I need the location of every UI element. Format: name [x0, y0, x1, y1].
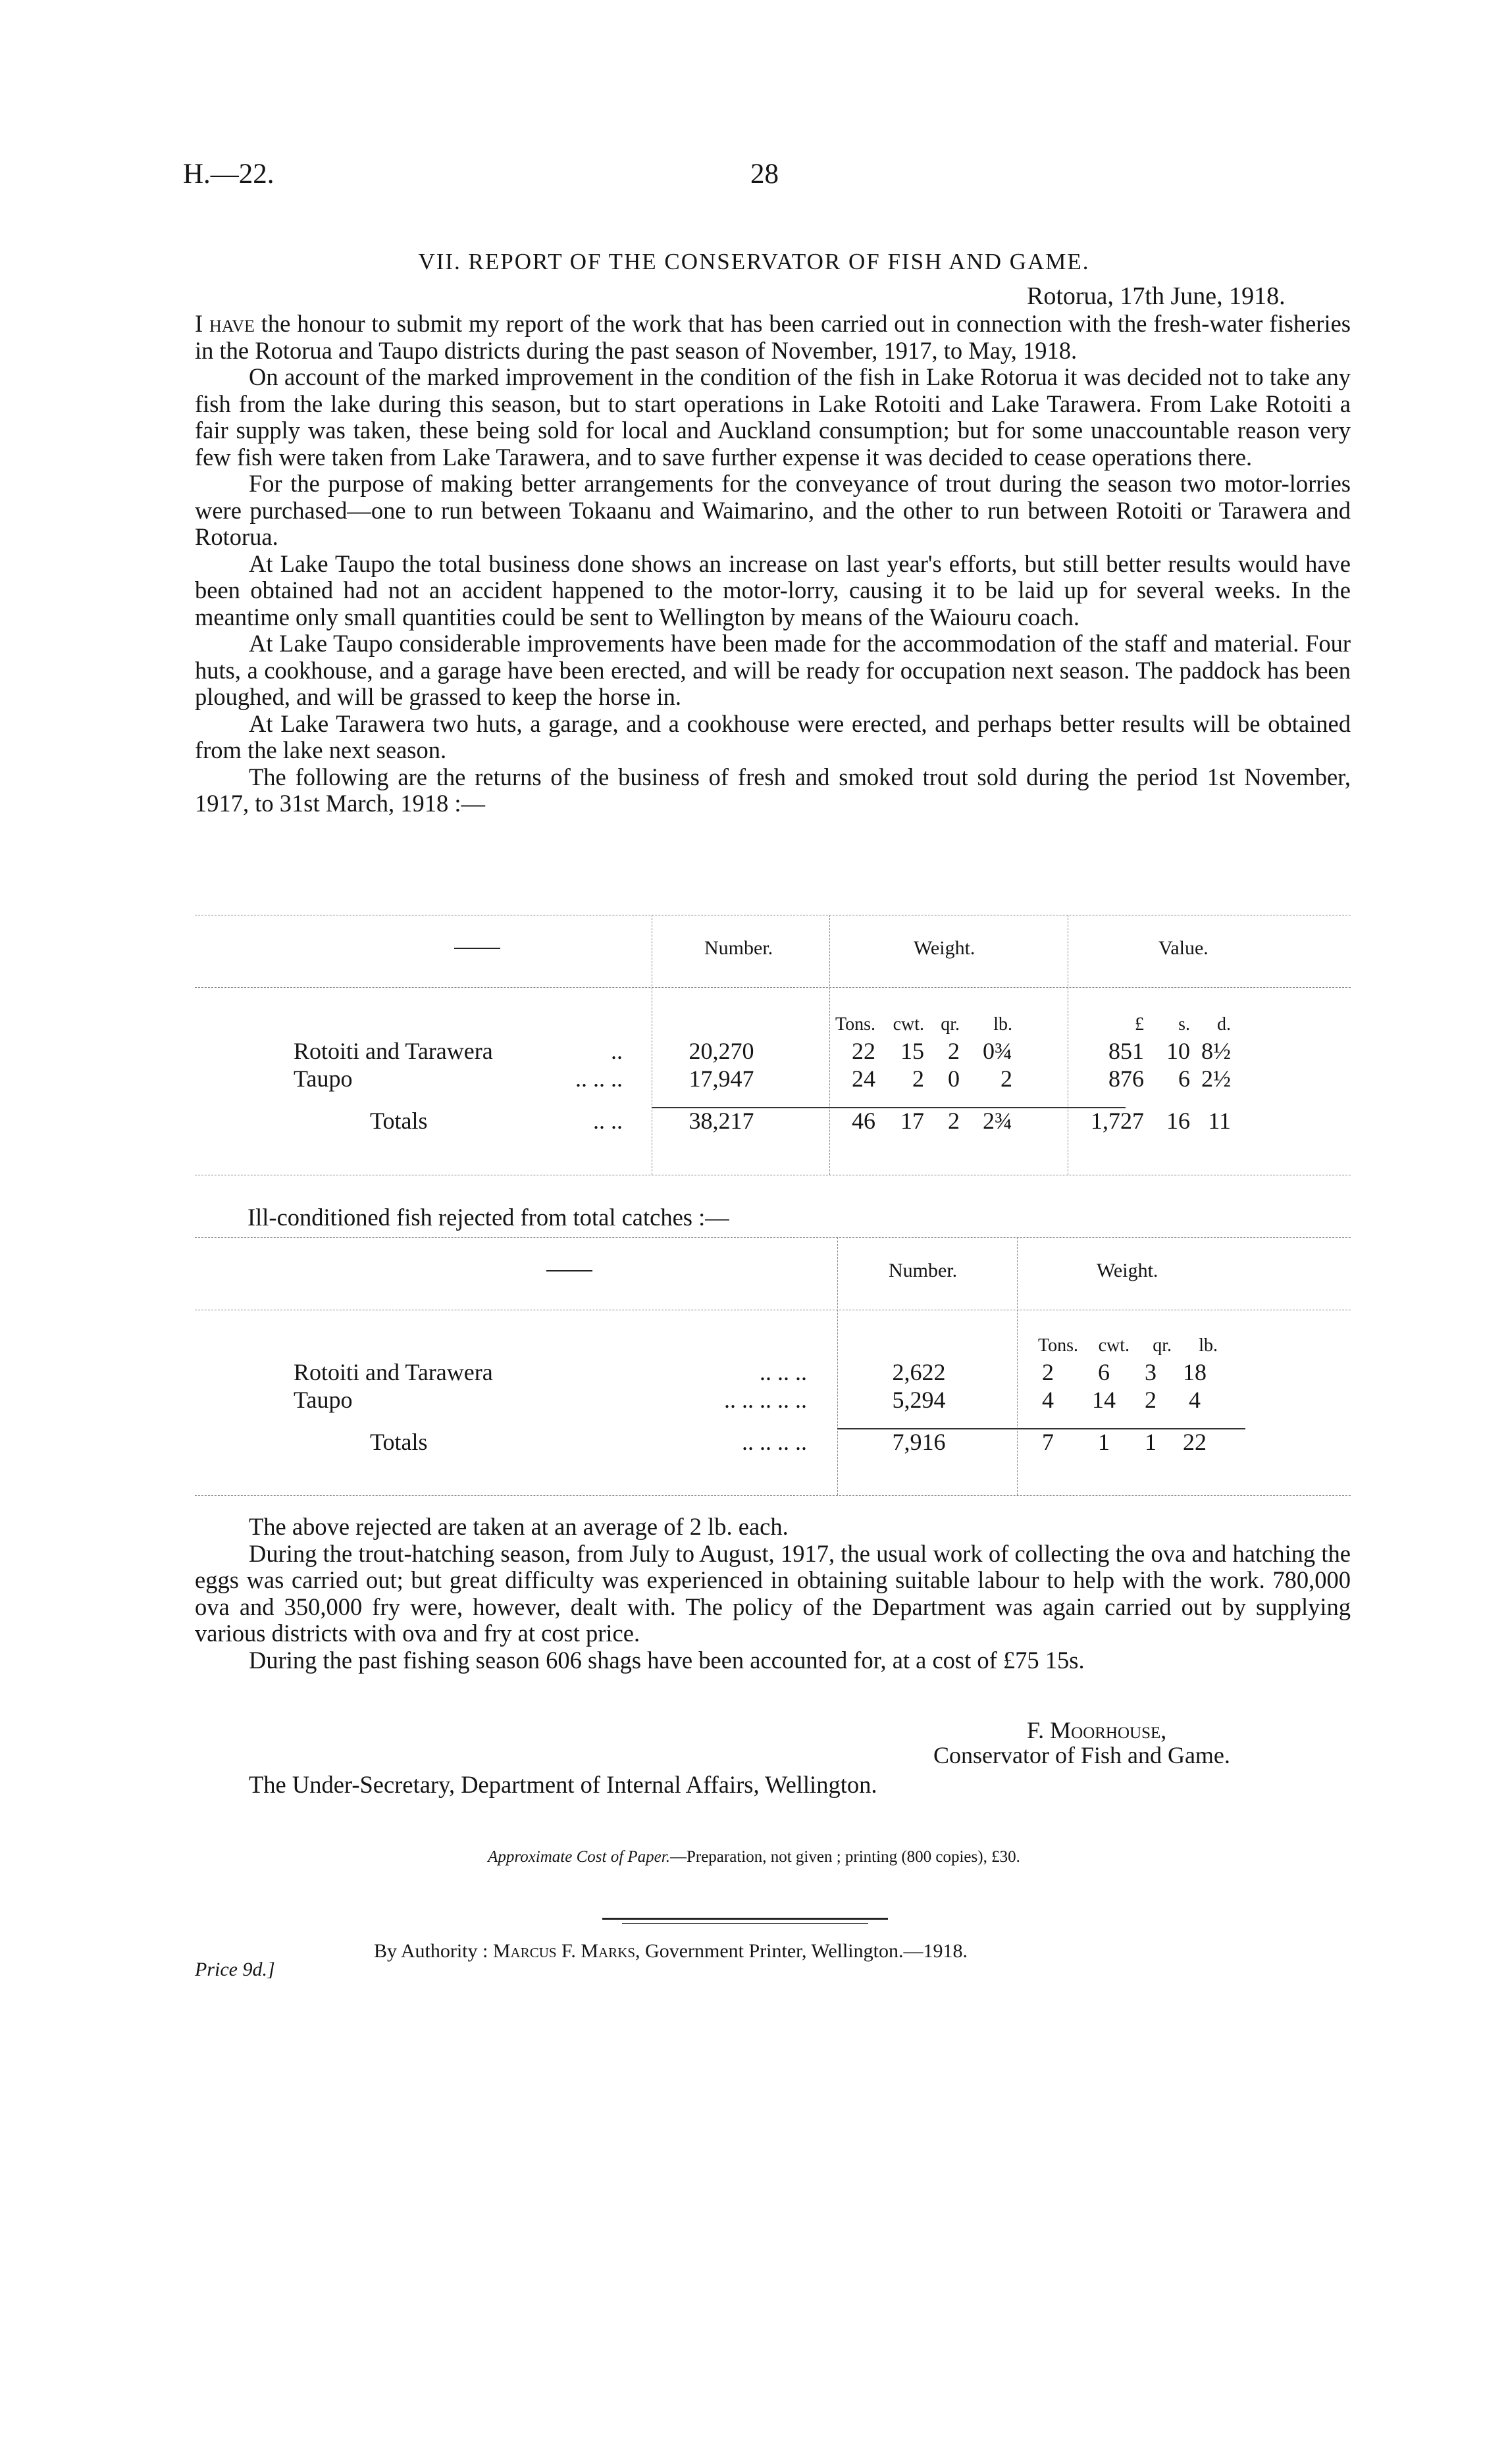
paragraph: For the purpose of making better arrangements for the conveyance of trout during the season two motor-lorries were purchased—one to run between Tokaanu and Waimarino, and the other to run between Rotoiti or Tarawera and Rotorua. [195, 470, 1351, 550]
row-leader: .. .. .. [760, 1359, 807, 1385]
cell-shillings: 10 [1166, 1038, 1190, 1064]
unit-qr: qr. [1153, 1335, 1172, 1356]
total-number: 38,217 [689, 1108, 754, 1134]
dateline: Rotorua, 17th June, 1918. [1027, 282, 1286, 310]
unit-tons: Tons. [1037, 1335, 1078, 1356]
footer-rule [602, 1918, 888, 1920]
cell-cwt: 2 [912, 1065, 924, 1092]
unit-shillings: s. [1178, 1014, 1190, 1035]
unit-pounds: £ [1135, 1014, 1144, 1035]
units-row [294, 1333, 1218, 1358]
paragraph: The following are the returns of the business of fresh and smoked trout sold during the period 1st November, 1917, to 31st March, 1918 :— [195, 763, 1351, 817]
returns-table-body [294, 1012, 1231, 1149]
paragraph: At Lake Taupo the total business done shows an increase on last year's efforts, but still better results would have been obtained had not an accident happened to the motor-lorry, causing it to be laid up for several weeks. In the meantime only small quantities could be sent to Wellington by means of the Waiouru coach. [195, 550, 1351, 630]
cell-tons: 22 [852, 1038, 875, 1064]
paragraph: On account of the marked improvement in the condition of the fish in Lake Rotorua it was decided not to take any fish from the lake during this season, but to start operations in Lake Rotoiti and Lake Tarawera. From Lake Rotoiti a fair supply was taken, these being sold for local and Auckland consumption; but for some unaccountable reason very few fish were taken from Lake Tarawera, and to save further expense it was decided to cease operations there. [195, 363, 1351, 471]
totals-label: Totals [370, 1108, 428, 1134]
column-header-weight: Weight. [914, 937, 975, 959]
rejected-table-body [294, 1333, 1218, 1470]
cell-cwt: 15 [900, 1038, 924, 1064]
paragraph-intro [195, 311, 1351, 364]
report-body [195, 311, 1351, 817]
cost-text: —Preparation, not given ; printing (800 copies), £30. [669, 1848, 1020, 1866]
cell-pounds: 876 [1108, 1065, 1144, 1092]
cell-tons: 2 [1042, 1359, 1054, 1385]
paragraph: At Lake Taupo considerable improvements have been made for the accommodation of the staff and material. Four huts, a cookhouse, and a garage have been erected, and will be ready for occupation next season. The paddock has been ploughed, and will be grassed to keep the horse in. [195, 630, 1351, 710]
cell-lb: 0¾ [983, 1038, 1012, 1064]
cell-qr: 3 [1145, 1359, 1157, 1385]
cell-number: 5,294 [892, 1387, 946, 1413]
unit-pence: d. [1217, 1014, 1231, 1035]
addressee: The Under-Secretary, Department of Internal Affairs, Wellington. [249, 1771, 877, 1798]
total-tons: 7 [1042, 1429, 1054, 1455]
header-dash [454, 942, 500, 954]
row-label: Rotoiti and Tarawera [294, 1359, 493, 1385]
table-rule [195, 1237, 1351, 1238]
cell-qr: 2 [948, 1038, 960, 1064]
authority-prefix: By Authority : [374, 1940, 488, 1962]
unit-qr: qr. [941, 1014, 960, 1035]
paragraph: During the past fishing season 606 shags have been accounted for, at a cost of £75 15s. [249, 1646, 1085, 1674]
paragraph: The above rejected are taken at an average of 2 lb. each. [249, 1513, 789, 1540]
row-leader: .. .. .. [575, 1065, 623, 1092]
table-rule [195, 1495, 1351, 1496]
cell-pence: 8½ [1201, 1038, 1231, 1064]
cell-tons: 24 [852, 1065, 875, 1092]
cell-cwt: 14 [1092, 1387, 1116, 1413]
paragraph-lead: I have [195, 310, 255, 337]
cell-tons: 4 [1042, 1387, 1054, 1413]
column-header-weight: Weight. [1097, 1260, 1158, 1281]
table-row [294, 1065, 1231, 1092]
total-cwt: 1 [1098, 1429, 1110, 1455]
column-header-value: Value. [1158, 937, 1209, 959]
rejected-intro: Ill-conditioned fish rejected from total catches :— [247, 1204, 729, 1231]
cell-lb: 2 [1001, 1065, 1012, 1092]
row-label: Rotoiti and Tarawera [294, 1038, 493, 1064]
price: Price 9d.] [195, 1959, 275, 1980]
column-header-number: Number. [889, 1260, 958, 1281]
row-label: Taupo [294, 1065, 353, 1092]
approximate-cost [0, 1848, 1508, 1866]
cost-label: Approximate Cost of Paper. [488, 1848, 670, 1866]
total-pounds: 1,727 [1091, 1108, 1144, 1134]
cell-lb: 4 [1189, 1387, 1201, 1413]
row-leader: .. .. .. .. [742, 1429, 807, 1455]
units-row [294, 1012, 1231, 1037]
authority-suffix: , Government Printer, Wellington.—1918. [635, 1940, 968, 1962]
total-qr: 2 [948, 1108, 960, 1134]
column-header-number: Number. [704, 937, 773, 959]
unit-lb: lb. [1199, 1335, 1218, 1356]
table-row [294, 1358, 1218, 1386]
cell-lb: 18 [1183, 1359, 1207, 1385]
row-leader: .. .. .. .. .. [724, 1387, 807, 1413]
paragraph: During the trout-hatching season, from July to August, 1917, the usual work of collecting the ova and hatching the eggs was carried out; but great difficulty was experienced in obtaining suitable labour to help with the work. 780,000 ova and 350,000 fry were, however, dealt with. The policy of the Department was again carried out by supplying various districts with ova and fry at cost price. [195, 1539, 1351, 1647]
paragraph: At Lake Tarawera two huts, a garage, and a cookhouse were erected, and perhaps better results will be obtained from the lake next season. [195, 709, 1351, 763]
total-qr: 1 [1145, 1429, 1157, 1455]
page-number: 28 [750, 159, 779, 190]
totals-rule [837, 1428, 1245, 1429]
total-pence: 11 [1208, 1108, 1231, 1134]
row-leader: .. [611, 1038, 623, 1064]
totals-row [294, 1092, 1231, 1149]
cell-number: 17,947 [689, 1065, 754, 1092]
row-label: Taupo [294, 1387, 353, 1413]
report-title: VII. REPORT OF THE CONSERVATOR OF FISH AND GAME. [418, 249, 1090, 274]
unit-tons: Tons. [835, 1014, 875, 1035]
cell-number: 20,270 [689, 1038, 754, 1064]
table-row [294, 1037, 1231, 1065]
cell-pence: 2½ [1201, 1065, 1231, 1092]
total-shillings: 16 [1166, 1108, 1190, 1134]
signature-title: Conservator of Fish and Game. [933, 1742, 1230, 1768]
header-dash [546, 1265, 592, 1277]
cell-qr: 0 [948, 1065, 960, 1092]
authority-line [374, 1940, 968, 1963]
cell-cwt: 6 [1098, 1359, 1110, 1385]
totals-rule [652, 1107, 1126, 1108]
page-reference: H.—22. [183, 159, 274, 190]
totals-row [294, 1414, 1218, 1470]
cell-shillings: 6 [1178, 1065, 1190, 1092]
cell-number: 2,622 [892, 1359, 946, 1385]
cell-pounds: 851 [1108, 1038, 1144, 1064]
closing-body [195, 1514, 1351, 1674]
table-row [294, 1386, 1218, 1414]
footer-rule [622, 1923, 868, 1924]
cell-qr: 2 [1145, 1387, 1157, 1413]
unit-lb: lb. [993, 1014, 1012, 1035]
total-lb: 22 [1183, 1429, 1207, 1455]
unit-cwt: cwt. [893, 1014, 924, 1035]
row-leader: .. .. [593, 1108, 623, 1134]
signature-name: F. Moorhouse, [1027, 1717, 1167, 1743]
unit-cwt: cwt. [1098, 1335, 1130, 1356]
total-tons: 46 [852, 1108, 875, 1134]
printer-name: Marcus F. Marks [492, 1940, 636, 1962]
total-cwt: 17 [900, 1108, 924, 1134]
paragraph-text: the honour to submit my report of the work that has been carried out in connection with the fresh-water fisheries in the Rotorua and Taupo districts during the past season of November, 1917, to May, 1918. [195, 310, 1351, 364]
totals-label: Totals [370, 1429, 428, 1455]
total-lb: 2¾ [983, 1108, 1012, 1134]
table-rule [195, 987, 1351, 988]
total-number: 7,916 [892, 1429, 946, 1455]
